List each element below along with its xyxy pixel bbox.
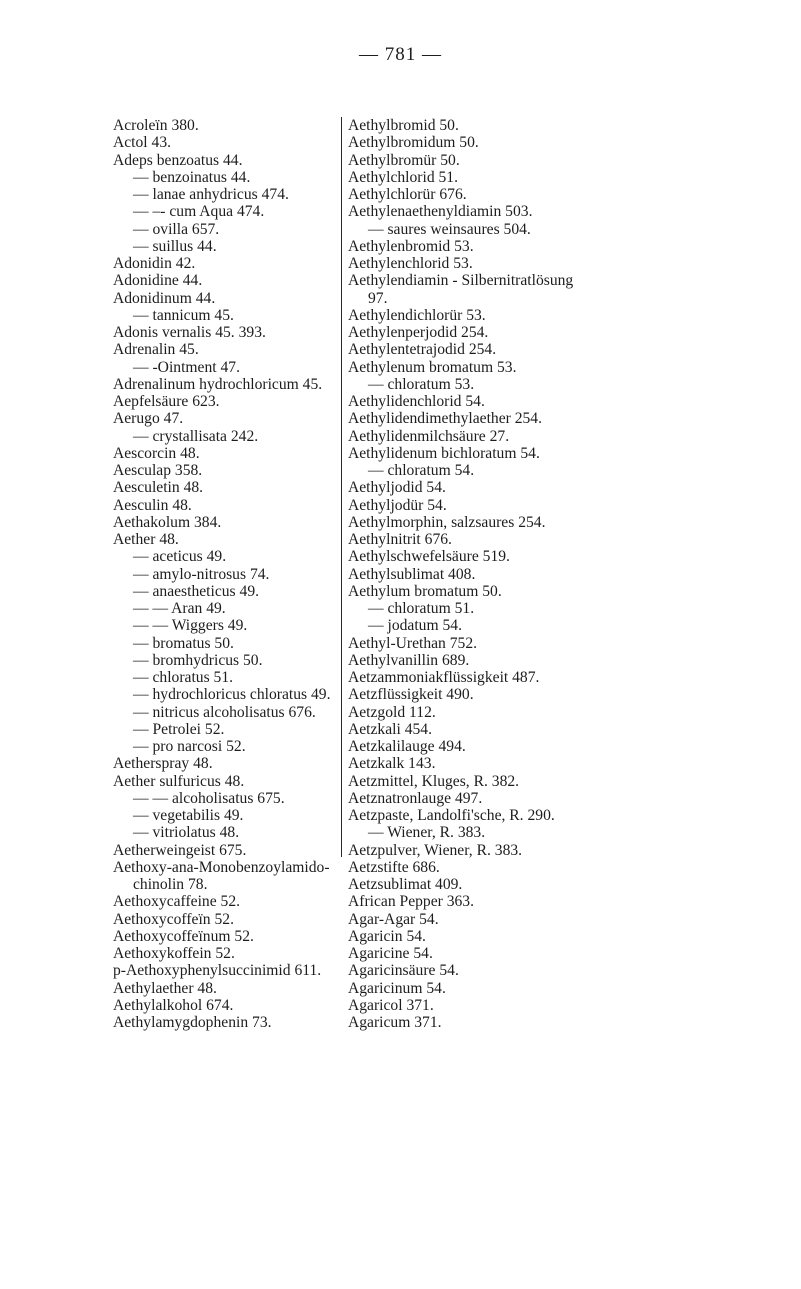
index-entry: Aetzpulver, Wiener, R. 383. <box>348 841 523 859</box>
index-entry: Aethylchlorid 51. <box>348 168 459 186</box>
index-entry: Aethoxykoffein 52. <box>113 945 235 962</box>
index-entry: Adonis vernalis 45. 393. <box>113 324 266 341</box>
index-entry: Aethylsublimat 408. <box>348 565 476 583</box>
index-entry: — nitricus alcoholisatus 676. <box>133 703 316 721</box>
index-entry: Aethylenbromid 53. <box>348 237 474 255</box>
index-entry: Adrenalinum hydrochloricum 45. <box>113 375 323 393</box>
index-entry: — anaestheticus 49. <box>133 582 260 600</box>
index-entry: Aethylnitrit 676. <box>348 531 452 548</box>
index-entry: Aethylidenmilchsäure 27. <box>348 427 510 445</box>
index-entry: Aethylum bromatum 50. <box>348 582 502 600</box>
index-entry: Aepfelsäure 623. <box>113 393 220 410</box>
index-entry: Agar-Agar 54. <box>348 910 439 928</box>
index-entry: Aetzsublimat 409. <box>348 876 463 893</box>
index-entry: Aethylbromid 50. <box>348 117 459 134</box>
index-entry: Aetzflüssigkeit 490. <box>348 686 474 704</box>
index-entry: Aetzkali 454. <box>348 720 433 738</box>
index-entry: Aescorcin 48. <box>113 444 200 462</box>
index-entry: chinolin 78. <box>133 876 208 893</box>
index-entry: — — Aran 49. <box>133 600 226 617</box>
index-entry: Adonidinum 44. <box>113 289 216 307</box>
index-entry: Aethyljodür 54. <box>348 496 447 514</box>
index-entry: Aesculetin 48. <box>113 479 204 497</box>
index-entry: Aethylschwefelsäure 519. <box>348 548 510 566</box>
index-entry: — — alcoholisatus 675. <box>133 789 285 807</box>
index-entry: 97. <box>368 289 388 307</box>
index-entry: Acroleïn 380. <box>113 117 199 134</box>
index-entry: Aetzammoniakflüssigkeit 487. <box>348 669 540 686</box>
index-entry: Aether sulfuricus 48. <box>113 772 245 790</box>
index-entry: Aesculin 48. <box>113 496 192 514</box>
index-column-left <box>113 117 331 1031</box>
index-entry: — bromhydricus 50. <box>133 651 263 669</box>
index-entry: — vitriolatus 48. <box>133 824 240 842</box>
index-entry: — amylo-nitrosus 74. <box>133 565 270 583</box>
index-entry: Aetzkalk 143. <box>348 755 436 773</box>
index-entry: — -Ointment 47. <box>133 358 240 376</box>
index-entry: Aethakolum 384. <box>113 513 222 531</box>
index-entry: — Wiener, R. 383. <box>368 824 486 842</box>
index-entry: Agaricine 54. <box>348 945 433 962</box>
index-entry: Adrenalin 45. <box>113 341 199 359</box>
index-entry: — vegetabilis 49. <box>133 807 244 824</box>
index-entry: Aether 48. <box>113 531 179 548</box>
index-entry: Adeps benzoatus 44. <box>113 151 243 169</box>
index-entry: Adonidin 42. <box>113 255 196 272</box>
index-entry: Aetznatronlauge 497. <box>348 789 483 807</box>
index-entry: — saures weinsaures 504. <box>368 220 531 238</box>
index-entry: Aetherspray 48. <box>113 755 213 773</box>
index-entry: — — Wiggers 49. <box>133 617 248 635</box>
index-entry: — suillus 44. <box>133 237 217 255</box>
index-entry: — ovilla 657. <box>133 220 220 238</box>
index-entry: Aethylmorphin, salzsaures 254. <box>348 513 546 531</box>
index-entry: Aethylvanillin 689. <box>348 651 470 669</box>
index-entry: Aethylalkohol 674. <box>113 996 234 1014</box>
index-entry: — chloratum 51. <box>368 600 475 617</box>
index-entry: Aerugo 47. <box>113 410 184 428</box>
index-entry: Actol 43. <box>113 134 172 152</box>
index-entry: Aethylenperjodid 254. <box>348 324 489 341</box>
index-entry: Aetzstifte 686. <box>348 858 440 876</box>
index-entry: Aethoxycoffeïn 52. <box>113 910 234 928</box>
index-entry: Aesculap 358. <box>113 462 203 479</box>
index-entry: Aethoxycoffeïnum 52. <box>113 927 254 945</box>
page-number: — 781 — <box>359 44 442 65</box>
index-entry: Aethylidendimethylaether 254. <box>348 410 543 428</box>
index-entry: Aethylentetrajodid 254. <box>348 341 497 359</box>
index-column-right <box>341 117 674 1031</box>
index-entry: Aethyljodid 54. <box>348 479 446 497</box>
index-entry: Aetzpaste, Landolfi'sche, R. 290. <box>348 807 555 824</box>
index-entry: Aethyl-Urethan 752. <box>348 634 478 652</box>
index-entry: Agaricin 54. <box>348 927 426 945</box>
index-entry: Agaricol 371. <box>348 996 434 1014</box>
index-entry: Agaricinum 54. <box>348 979 446 997</box>
index-entry: — hydrochloricus chloratus 49. <box>133 686 331 704</box>
index-entry: Aethylidenum bichloratum 54. <box>348 444 540 462</box>
index-entry: — bromatus 50. <box>133 634 234 652</box>
index-entry: Aetherweingeist 675. <box>113 841 247 859</box>
index-entry: — crystallisata 242. <box>133 427 259 445</box>
index-entry: — jodatum 54. <box>368 617 462 635</box>
index-entry: Agaricinsäure 54. <box>348 962 459 980</box>
index-entry: Aetzkalilauge 494. <box>348 738 466 755</box>
index-entry: Aethoxy-ana-Monobenzoylamido- <box>113 858 330 876</box>
index-entry: — chloratum 54. <box>368 462 475 479</box>
index-entry: Aethylaether 48. <box>113 979 217 997</box>
index-entry: Adonidine 44. <box>113 272 203 290</box>
index-entry: Aethylenaethenyldiamin 503. <box>348 203 533 221</box>
index-entry: Aethylendiamin - Silbernitratlösung <box>348 272 574 290</box>
index-entry: — chloratus 51. <box>133 669 234 686</box>
index-entry: — benzoinatus 44. <box>133 168 251 186</box>
index-entry: Aethylbromidum 50. <box>348 134 479 152</box>
index-entry: — Petrolei 52. <box>133 720 225 738</box>
index-entry: Aethylenum bromatum 53. <box>348 358 517 376</box>
index-entry: Agaricum 371. <box>348 1014 442 1031</box>
index-entry: Aethylbromür 50. <box>348 151 460 169</box>
index-entry: African Pepper 363. <box>348 893 475 911</box>
index-entry: p-Aethoxyphenylsuccinimid 611. <box>113 962 322 980</box>
index-entry: Aethylamygdophenin 73. <box>113 1014 272 1031</box>
index-entry: — pro narcosi 52. <box>133 738 246 755</box>
index-entry: Aetzgold 112. <box>348 703 436 721</box>
index-entry: Aethylidenchlorid 54. <box>348 393 485 410</box>
index-entry: Aethylendichlorür 53. <box>348 306 486 324</box>
index-entry: — tannicum 45. <box>133 306 234 324</box>
index-entry: — aceticus 49. <box>133 548 227 566</box>
index-entry: Aethylenchlorid 53. <box>348 255 473 272</box>
index-entry: Aethoxycaffeine 52. <box>113 893 241 911</box>
index-entry: — –- cum Aqua 474. <box>133 203 265 221</box>
index-entry: Aetzmittel, Kluges, R. 382. <box>348 772 520 790</box>
index-entry: — chloratum 53. <box>368 375 475 393</box>
index-entry: — lanae anhydricus 474. <box>133 186 289 203</box>
index-entry: Aethylchlorür 676. <box>348 186 467 203</box>
